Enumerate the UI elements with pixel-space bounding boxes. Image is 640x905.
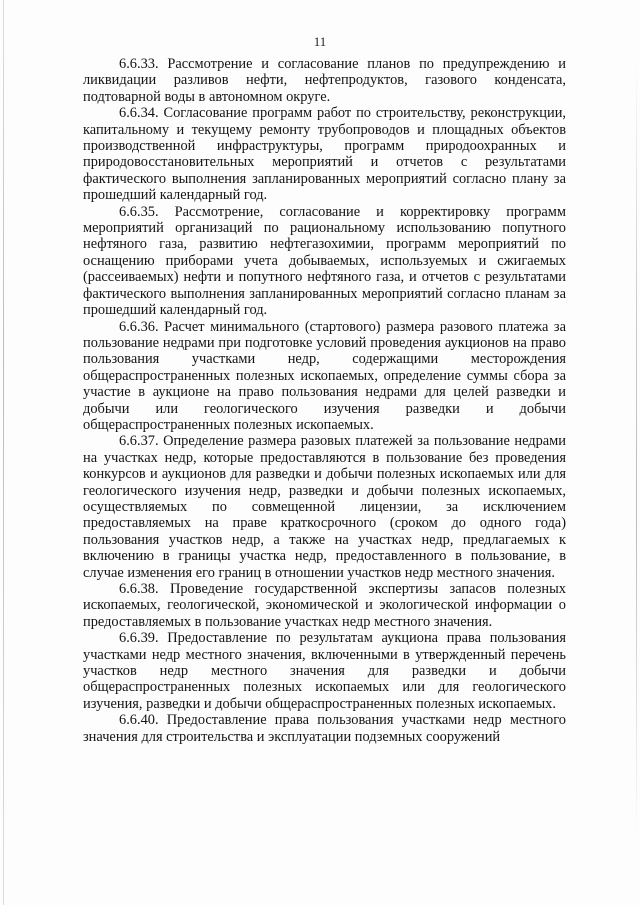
paragraph-6-6-36: 6.6.36. Расчет минимального (стартового) размера разового платежа за пользование недрами при подготовке условий проведения аукционов на право пользования участками недр, содержащими месторождения общераспространенных полезных ископаемых, определение суммы сбора за участие в аукционе на право пользования недрами для целей разведки и добычи или геологического изучения разведки и добычи общераспространенных полезных ископаемых. [83, 318, 566, 433]
scan-edge-right [636, 60, 637, 840]
paragraph-6-6-40: 6.6.40. Предоставление права пользования участками недр местного значения для строительства и эксплуатации подземных сооружений [83, 712, 566, 745]
paragraph-6-6-38: 6.6.38. Проведение государственной экспертизы запасов полезных ископаемых, геологической, экономической и экологической информации о предоставляемых в пользование участках недр местного значения. [83, 581, 566, 630]
document-body [83, 56, 566, 745]
paragraph-6-6-39: 6.6.39. Предоставление по результатам аукциона права пользования участками недр местного значения, включенными в утвержденный перечень участков недр местного значения для разведки и добычи общераспространенных полезных ископаемых или для геологического изучения, разведки и добычи общераспространенных полезных ископаемых. [83, 630, 566, 712]
paragraph-6-6-34: 6.6.34. Согласование программ работ по строительству, реконструкции, капитальному и текущему ремонту трубопроводов и площадных объектов производственной инфраструктуры, программ природоохранных и природовосстановительных мероприятий и отчетов с результатами фактического выполнения запланированных мероприятий согласно плану за прошедший календарный год. [83, 105, 566, 204]
paragraph-6-6-37: 6.6.37. Определение размера разовых платежей за пользование недрами на участках недр, которые предоставляются в пользование без проведения конкурсов и аукционов для разведки и добычи полезных ископаемых или для геологического изучения недр, разведки и добычи полезных ископаемых, осуществляемых по совмещенной лицензии, за исключением предоставляемых на праве краткосрочного (сроком до одного года) пользования участков недр, а также на участках недр, предлагаемых к включению в границы участка недр, предоставленного в пользование, в случае изменения его границ в отношении участков недр местного значения. [83, 433, 566, 581]
paragraph-6-6-35: 6.6.35. Рассмотрение, согласование и корректировку программ мероприятий организаций по рациональному использованию попутного нефтяного газа, развитию нефтегазохимии, программ мероприятий по оснащению приборами учета добываемых, используемых и сжигаемых (рассеиваемых) нефти и попутного нефтяного газа, и отчетов с результатами фактического выполнения запланированных мероприятий согласно планам за прошедший календарный год. [83, 203, 566, 319]
page-number: 11 [313, 34, 327, 49]
scan-edge-left [3, 0, 4, 905]
paragraph-6-6-33: 6.6.33. Рассмотрение и согласование планов по предупреждению и ликвидации разливов нефти, нефтепродуктов, газового конденсата, подтоварной воды в автономном округе. [83, 56, 566, 105]
